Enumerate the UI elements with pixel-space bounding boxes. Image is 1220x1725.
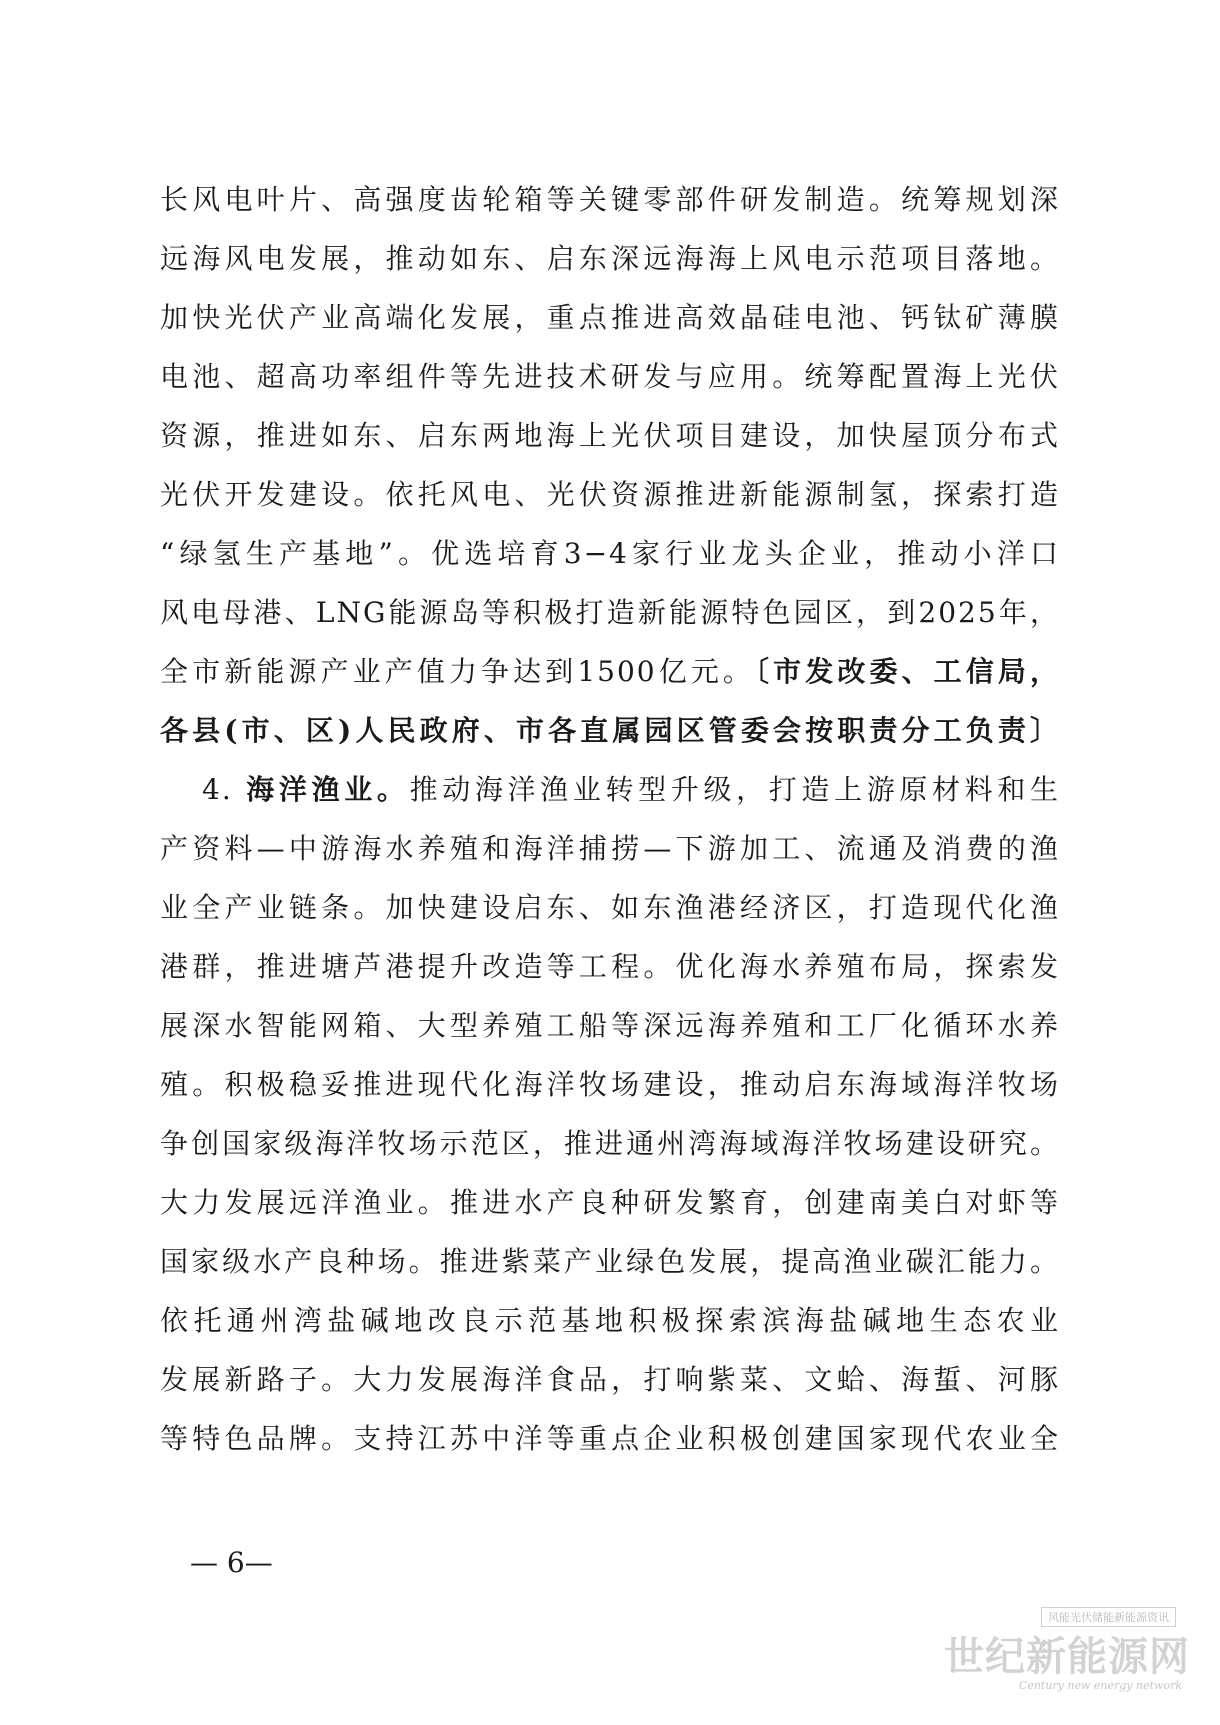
- paragraph-line-20: 依托通州湾盐碱地改良示范基地积极探索滨海盐碱地生态农业: [160, 1304, 1060, 1337]
- paragraph-line-1: 长风电叶片、高强度齿轮箱等关键零部件研发制造。统筹规划深: [160, 183, 1060, 216]
- paragraph-line-18: 大力发展远洋渔业。推进水产良种研发繁育，创建南美白对虾等: [160, 1186, 1060, 1219]
- paragraph-line-17: 争创国家级海洋牧场示范区，推进通州湾海域海洋牧场建设研究。: [160, 1127, 1060, 1160]
- paragraph-line-15: 展深水智能网箱、大型养殖工船等深远海养殖和工厂化循环水养: [160, 1009, 1060, 1042]
- paragraph-line-16: 殖。积极稳妥推进现代化海洋牧场建设，推动启东海域海洋牧场: [160, 1068, 1060, 1101]
- section-intro: 推动海洋渔业转型升级，打造上游原材料和生: [409, 773, 1060, 806]
- section-title: 海洋渔业。: [246, 773, 410, 806]
- paragraph-line-14: 港群，推进塘芦港提升改造等工程。优化海水养殖布局，探索发: [160, 950, 1060, 983]
- paragraph-line-9: [160, 652, 1060, 692]
- watermark-tagline: 风能光伏储能新能源资讯: [1041, 1607, 1176, 1627]
- watermark-subtitle: Century new energy network: [1018, 1679, 1182, 1692]
- paragraph-line-7: “绿氢生产基地”。优选培育3−4家行业龙头企业，推动小洋口: [160, 537, 1060, 570]
- responsibility-note-start: 〔市发改委、工信局，: [755, 655, 1060, 688]
- responsibility-note-end: 各县(市、区)人民政府、市各直属园区管委会按职责分工负责〕: [160, 714, 1060, 747]
- paragraph-line-4: 电池、超高功率组件等先进技术研发与应用。统筹配置海上光伏: [160, 360, 1060, 393]
- paragraph-line-2: 远海风电发展，推动如东、启东深远海海上风电示范项目落地。: [160, 242, 1060, 275]
- paragraph-line-8: 风电母港、LNG能源岛等积极打造新能源特色园区，到2025年，: [160, 596, 1060, 629]
- paragraph-line-5: 资源，推进如东、启东两地海上光伏项目建设，加快屋顶分布式: [160, 419, 1060, 452]
- paragraph-line-21: 发展新路子。大力发展海洋食品，打响紫菜、文蛤、海蜇、河豚: [160, 1363, 1060, 1396]
- paragraph-line-3: 加快光伏产业高端化发展，重点推进高效晶硅电池、钙钛矿薄膜: [160, 301, 1060, 334]
- section-heading-line: [202, 770, 1060, 810]
- paragraph-line-12: 产资料—中游海水养殖和海洋捕捞—下游加工、流通及消费的渔: [160, 832, 1060, 865]
- output-target-text: 全市新能源产业产值力争达到1500亿元。: [160, 655, 756, 688]
- watermark: [944, 1607, 1196, 1707]
- section-number: 4.: [202, 773, 247, 806]
- paragraph-line-22: 等特色品牌。支持江苏中洋等重点企业积极创建国家现代农业全: [160, 1422, 1060, 1455]
- paragraph-line-6: 光伏开发建设。依托风电、光伏资源推进新能源制氢，探索打造: [160, 478, 1060, 511]
- paragraph-line-19: 国家级水产良种场。推进紫菜产业绿色发展，提高渔业碳汇能力。: [160, 1245, 1060, 1278]
- watermark-logo-text: 世纪新能源网: [944, 1634, 1190, 1680]
- page-number: — 6—: [190, 1546, 273, 1579]
- paragraph-line-13: 业全产业链条。加快建设启东、如东渔港经济区，打造现代化渔: [160, 891, 1060, 924]
